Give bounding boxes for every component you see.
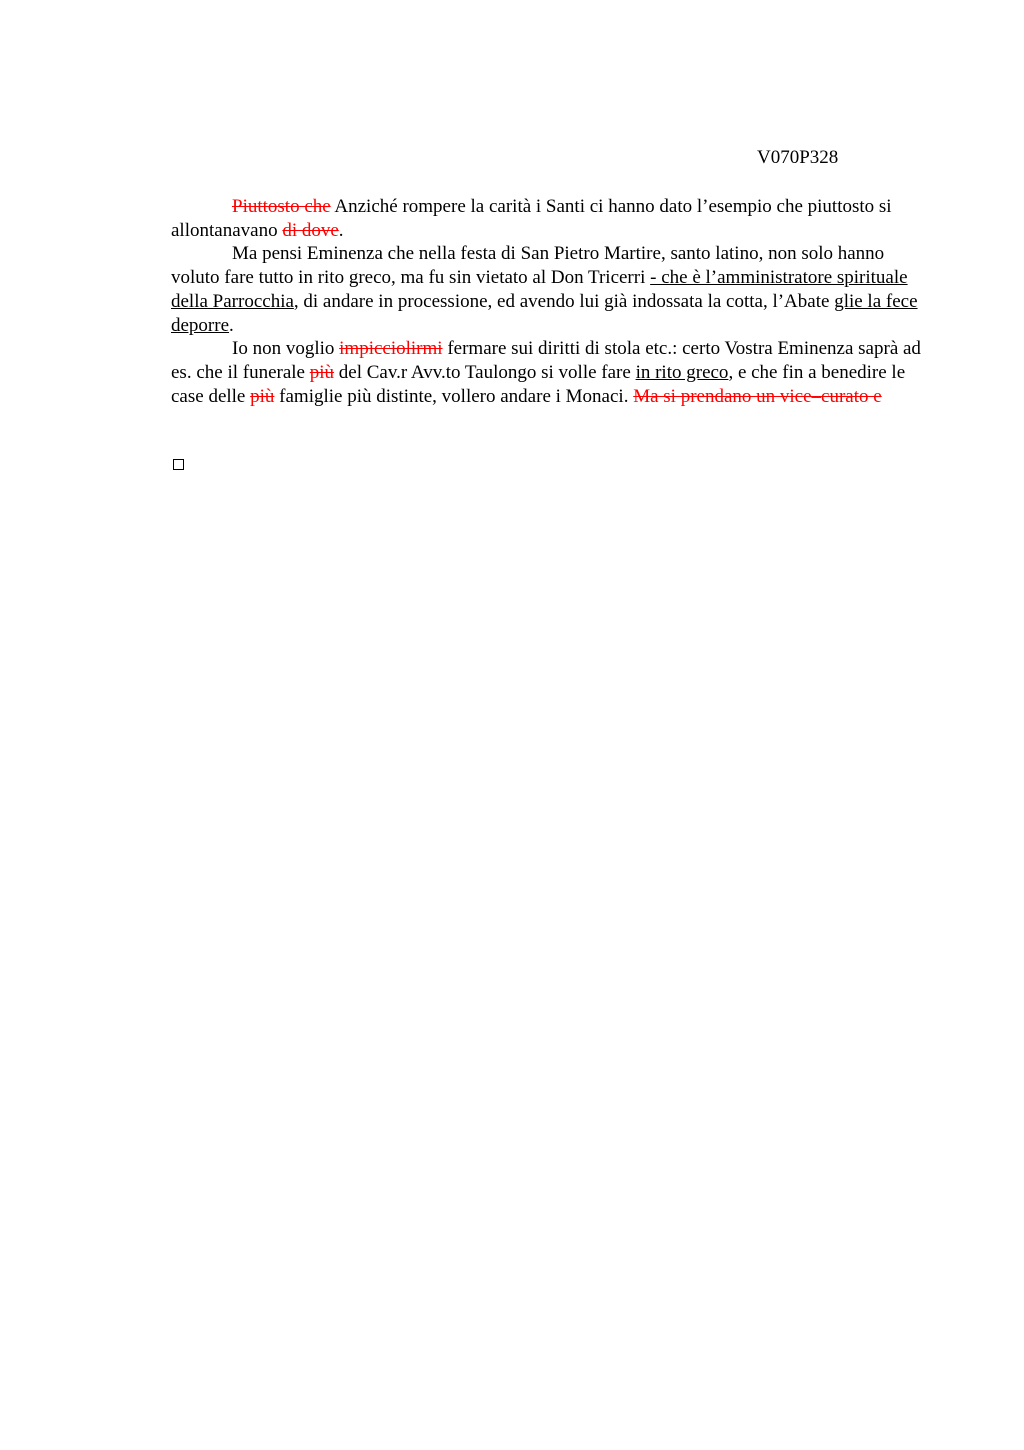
empty-square-icon (173, 459, 184, 470)
text-segment: del Cav.r Avv.to Taulongo si volle fare (334, 361, 636, 383)
text-segment: . (338, 219, 344, 241)
text-segment: . (229, 314, 234, 336)
text-segment: famiglie più distinte, vollero andare i Monaci. (274, 385, 634, 407)
deleted-text: impicciolirmi (339, 338, 443, 360)
paragraph-1 (171, 195, 921, 242)
inserted-text: in rito greco (635, 361, 729, 383)
text-segment: Ma pensi Eminenza che nella festa di San Pietro Martire, santo latino, non solo hanno voluto fare tutto in rito greco, ma fu sin vietato al Don Tricerri (171, 243, 885, 289)
text-segment: , e che fin a benedire le case delle (171, 361, 906, 407)
deleted-text: più (250, 385, 275, 407)
deleted-text: Ma si prendano un vice–curato e (633, 385, 882, 407)
deleted-text: Piuttosto che (232, 196, 331, 217)
text-segment: fermare sui diritti di stola etc.: certo Vostra Eminenza saprà ad es. che il funerale (171, 338, 921, 383)
text-segment: Anziché rompere la carità i Santi ci hanno dato l’esempio che piuttosto si allontanavano (171, 196, 892, 241)
paragraph-2 (171, 242, 921, 337)
deleted-text: di dove (282, 219, 339, 241)
inserted-text: - che è l’amministratore spirituale della Parrocchia (171, 267, 908, 312)
inserted-text: glie la fece deporre (171, 290, 918, 336)
paragraph-3 (171, 337, 921, 408)
text-segment: Io non voglio (232, 338, 340, 360)
page-id: V070P328 (757, 147, 839, 168)
deleted-text: più (309, 361, 335, 383)
text-segment: , di andare in processione, ed avendo lui già indossata la cotta, l’Abate (293, 290, 835, 312)
document-body (171, 195, 921, 408)
